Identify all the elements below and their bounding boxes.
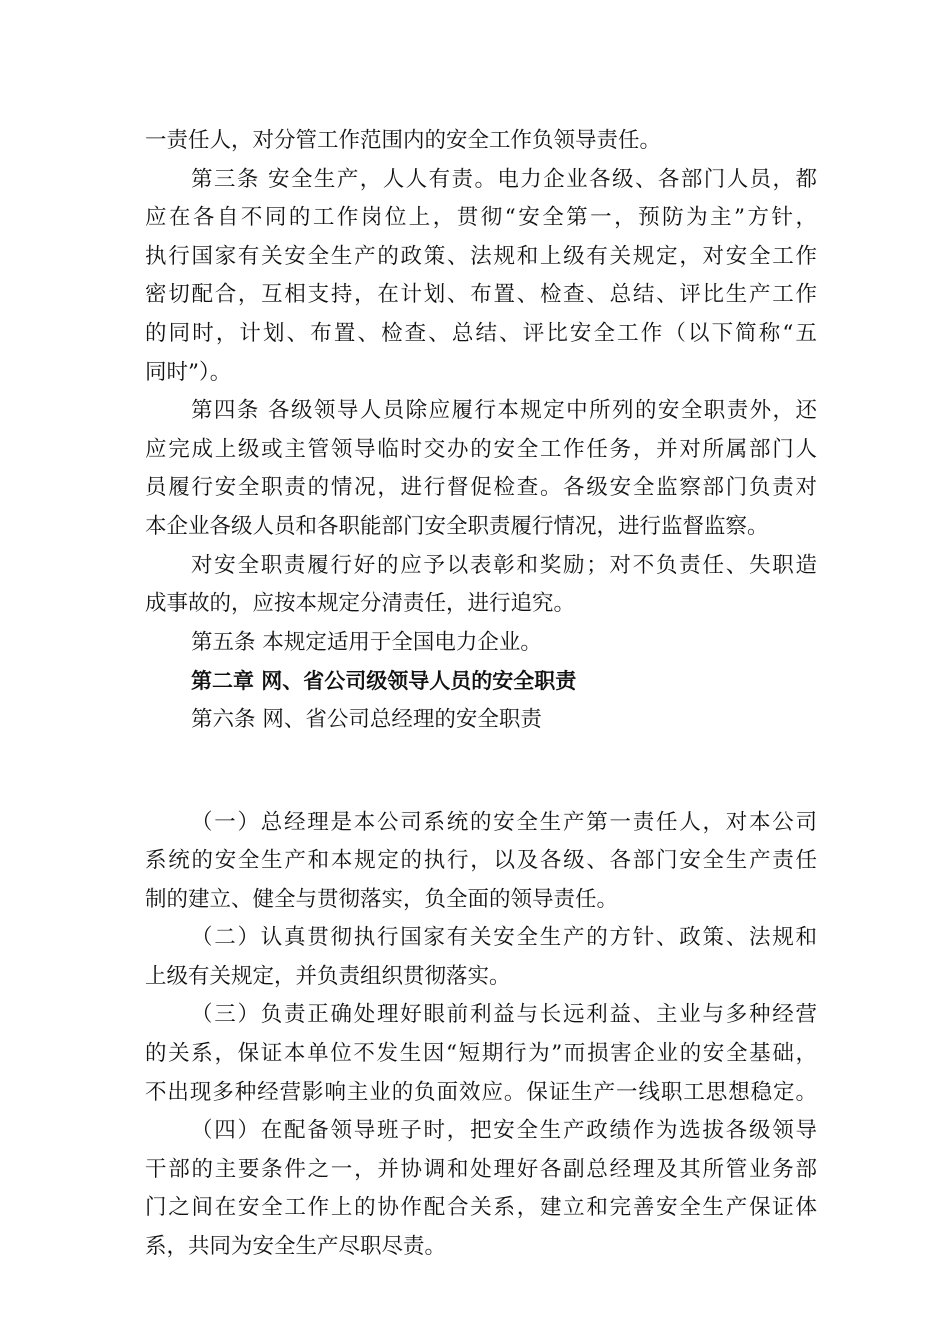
text-line: 应在各自不同的工作岗位上，贯彻“安全第一，预防为主”方针， <box>145 205 817 231</box>
text-line: 同时”）。 <box>145 359 232 385</box>
article-4-line: 第四条 各级领导人员除应履行本规定中所列的安全职责外，还 <box>191 398 817 424</box>
text-line: 本企业各级人员和各职能部门安全职责履行情况，进行监督监察。 <box>145 513 769 539</box>
text-line: 应完成上级或主管领导临时交办的安全工作任务，并对所属部门人 <box>145 436 817 462</box>
text-line: 成事故的，应按本规定分清责任，进行追究。 <box>145 591 576 617</box>
text-line: 系，共同为安全生产尽职尽责。 <box>145 1234 447 1260</box>
text-line: 密切配合，互相支持，在计划、布置、检查、总结、评比生产工作 <box>145 282 817 308</box>
text-line: 制的建立、健全与贯彻落实，负全面的领导责任。 <box>145 886 619 912</box>
text-line: 的同时，计划、布置、检查、总结、评比安全工作（以下简称“五 <box>145 320 817 346</box>
item-4-line: （四）在配备领导班子时，把安全生产政绩作为选拔各级领导 <box>191 1118 817 1144</box>
text-line: 不出现多种经营影响主业的负面效应。保证生产一线职工思想稳定。 <box>145 1079 817 1105</box>
text-line: 执行国家有关安全生产的政策、法规和上级有关规定，对安全工作 <box>145 243 817 269</box>
document-page <box>145 122 817 1267</box>
text-line: 员履行安全职责的情况，进行督促检查。各级安全监察部门负责对 <box>145 475 817 501</box>
article-5-line: 第五条 本规定适用于全国电力企业。 <box>191 629 542 655</box>
paragraph-line: 对安全职责履行好的应予以表彰和奖励；对不负责任、失职造 <box>191 552 817 578</box>
item-1-line: （一）总经理是本公司系统的安全生产第一责任人，对本公司 <box>191 809 817 835</box>
spacer <box>145 740 817 804</box>
text-line: 的关系，保证本单位不发生因“短期行为”而损害企业的安全基础， <box>145 1041 817 1067</box>
article-6-title: 第六条 网、省公司总经理的安全职责 <box>191 706 542 732</box>
text-line: 干部的主要条件之一，并协调和处理好各副总经理及其所管业务部 <box>145 1156 817 1182</box>
text-line: 门之间在安全工作上的协作配合关系，建立和完善安全生产保证体 <box>145 1195 817 1221</box>
text-line: 系统的安全生产和本规定的执行，以及各级、各部门安全生产责任 <box>145 848 817 874</box>
text-line: 一责任人，对分管工作范围内的安全工作负领导责任。 <box>145 128 662 153</box>
item-3-line: （三）负责正确处理好眼前利益与长远利益、主业与多种经营 <box>191 1002 817 1028</box>
chapter-2-heading: 第二章 网、省公司级领导人员的安全职责 <box>191 669 577 694</box>
text-line: 上级有关规定，并负责组织贯彻落实。 <box>145 963 511 989</box>
article-3-line: 第三条 安全生产，人人有责。电力企业各级、各部门人员，都 <box>191 166 817 192</box>
item-2-line: （二）认真贯彻执行国家有关安全生产的方针、政策、法规和 <box>191 925 817 951</box>
